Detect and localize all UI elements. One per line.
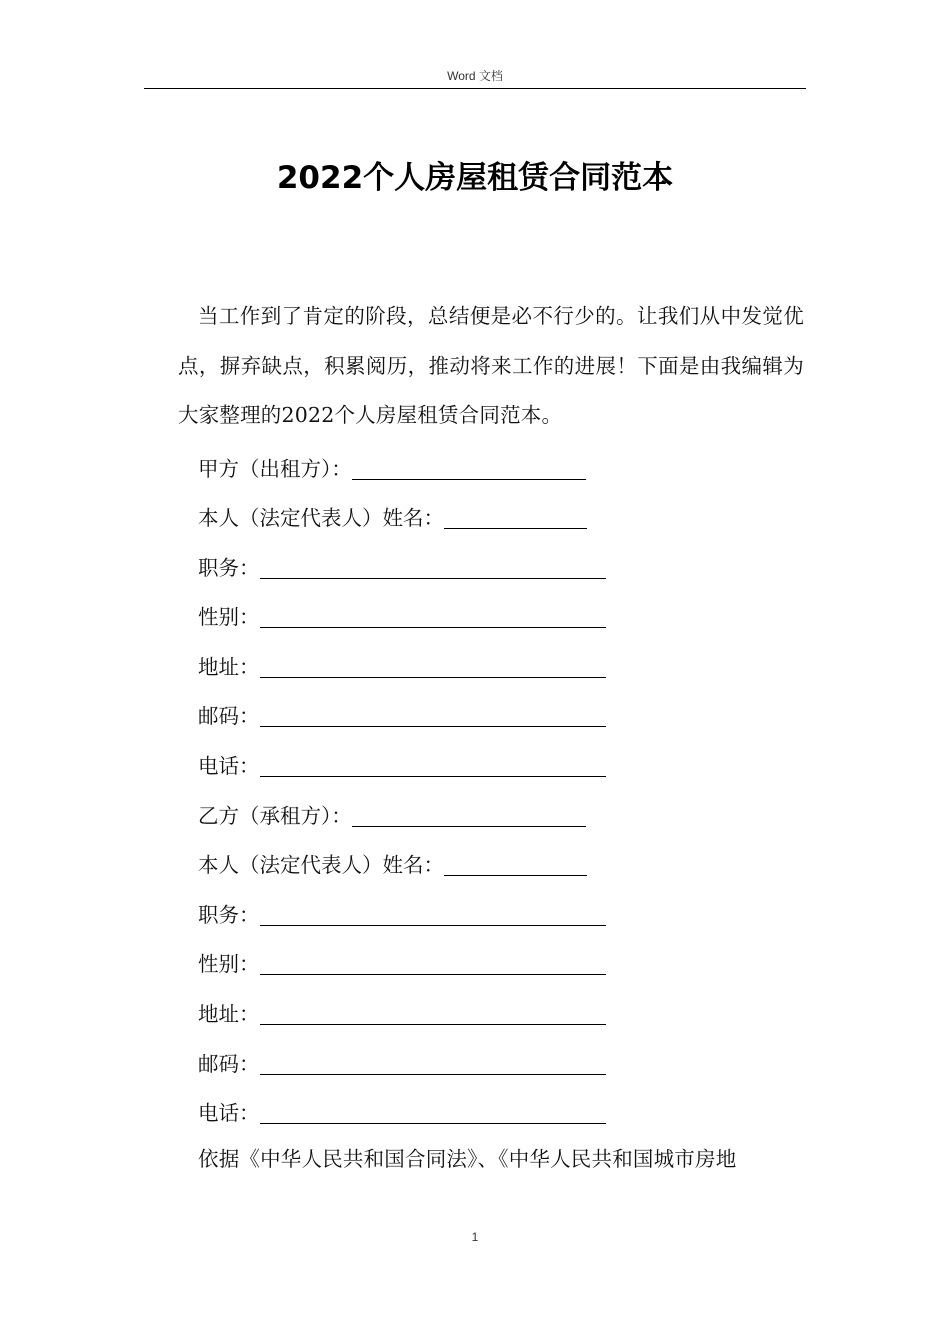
party-a-name-blank [352, 445, 586, 480]
fill-blank-line [444, 494, 587, 529]
party-a-heading-row [178, 441, 804, 491]
field-label: 职务： [198, 902, 260, 927]
party-a-field-row [178, 639, 804, 689]
intro-paragraph: 当工作到了肯定的阶段，总结便是必不行少的。让我们从中发觉优点，摒弃缺点，积累阅历，推动将来工作的进展！下面是由我编辑为大家整理的2022个人房屋租赁合同范本。 [178, 304, 804, 427]
fill-blank-line [260, 643, 606, 678]
field-label: 职务： [198, 555, 260, 580]
fill-blank-line [260, 990, 606, 1025]
party-a-field-row [178, 490, 804, 540]
field-label: 邮码： [198, 704, 260, 729]
fill-blank-line [260, 1040, 606, 1075]
page-header [144, 66, 806, 89]
party-b-field-row [178, 837, 804, 887]
document-title: 2022个人房屋租赁合同范本 [276, 160, 674, 196]
field-label: 地址： [198, 654, 260, 679]
party-b-heading: 乙方（承租方）： [198, 803, 352, 828]
document-body [178, 292, 804, 1184]
field-label: 电话： [198, 754, 260, 779]
party-a-field-row [178, 688, 804, 738]
party-b-field-row [178, 986, 804, 1036]
party-b-field-row [178, 1036, 804, 1086]
party-b-field-row [178, 936, 804, 986]
party-b-field-row [178, 887, 804, 937]
party-a-field-row [178, 589, 804, 639]
fill-blank-line [444, 841, 587, 876]
fill-blank-line [260, 692, 606, 727]
closing-paragraph: 依据《中华人民共和国合同法》、《中华人民共和国城市房地 [198, 1146, 737, 1171]
party-b-field-row [178, 1085, 804, 1135]
field-label: 电话： [198, 1101, 260, 1126]
fill-blank-line [260, 891, 606, 926]
party-a-heading: 甲方（出租方）： [198, 456, 352, 481]
header-text: Word 文档 [447, 69, 503, 83]
fill-blank-line [260, 742, 606, 777]
field-label: 性别： [198, 952, 260, 977]
field-label: 邮码： [198, 1051, 260, 1076]
page-number: 1 [471, 1230, 479, 1244]
fill-blank-line [260, 940, 606, 975]
party-b-name-blank [352, 792, 586, 827]
fill-blank-line [260, 1089, 606, 1124]
field-label: 本人（法定代表人）姓名： [198, 506, 444, 531]
party-b-heading-row [178, 788, 804, 838]
field-label: 本人（法定代表人）姓名： [198, 853, 444, 878]
fill-blank-line [260, 593, 606, 628]
party-a-field-row [178, 738, 804, 788]
party-a-field-row [178, 540, 804, 590]
field-label: 地址： [198, 1002, 260, 1027]
fill-blank-line [260, 544, 606, 579]
field-label: 性别： [198, 605, 260, 630]
